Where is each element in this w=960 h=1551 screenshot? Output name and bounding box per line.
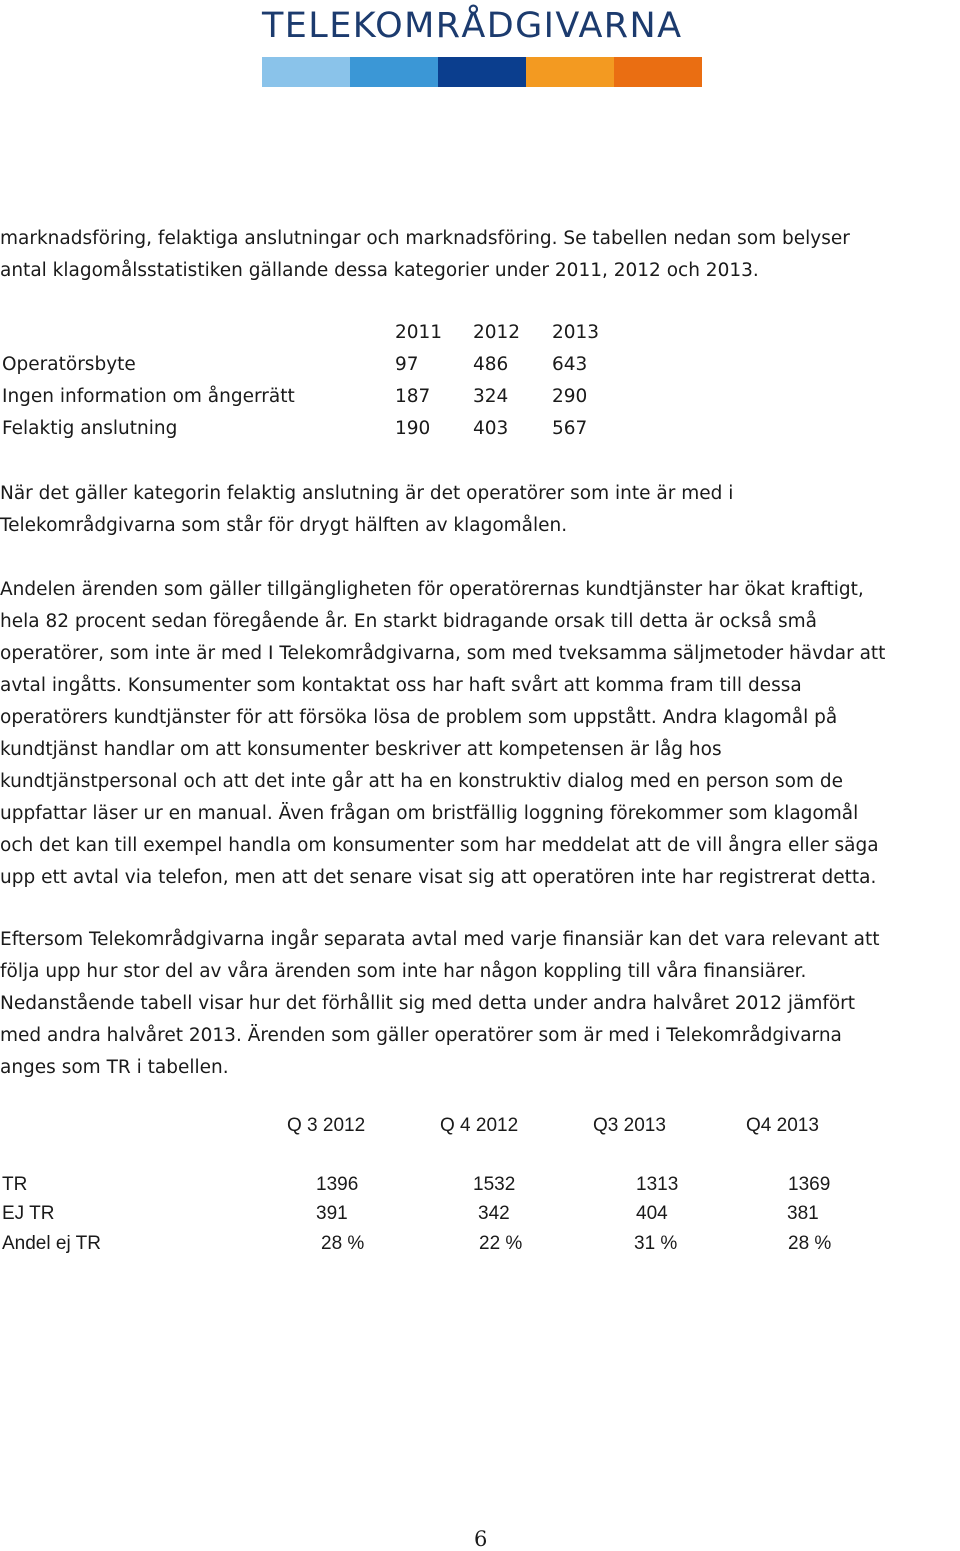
table-cell: 486 [473,354,509,375]
paragraph-line: med andra halvåret 2013. Ärenden som gäller operatörer som är med i Telekområdgivarna [0,1025,842,1046]
row-label: Operatörsbyte [2,354,136,375]
table-cell: 28 % [321,1233,365,1254]
paragraph-line: Eftersom Telekområdgivarna ingår separata avtal med varje finansiär kan det vara relevant att [0,929,880,950]
row-label: EJ TR [2,1203,55,1224]
table-cell: 97 [395,354,419,375]
table-cell: 187 [395,386,431,407]
table-cell: 403 [473,418,509,439]
paragraph-line: operatörer, som inte är med I Telekområdgivarna, som med tveksamma säljmetoder hävdar att [0,643,886,664]
paragraph-line: anges som TR i tabellen. [0,1057,229,1078]
paragraph-kundtjanst [0,574,885,894]
paragraph-anslutning [0,478,733,542]
table-cell: 324 [473,386,509,407]
table-cell: 1532 [473,1174,516,1195]
paragraph-line: marknadsföring, felaktiga anslutningar och marknadsföring. Se tabellen nedan som belyser [0,228,850,249]
row-label: TR [2,1174,28,1195]
table-cell: 381 [787,1203,819,1224]
paragraph-line: Telekområdgivarna som står för drygt hälften av klagomålen. [0,515,568,536]
quarter-header: Q4 2013 [746,1115,819,1136]
table-cell: 567 [552,418,588,439]
paragraph-line: uppfattar läser ur en manual. Även frågan om bristfällig loggning förekommer som klagomål [0,803,859,824]
table-cell: 1313 [636,1174,679,1195]
logo-bar-5 [614,57,702,87]
logo-bar-3 [438,57,526,87]
table-cell: 342 [478,1203,510,1224]
row-label: Ingen information om ångerrätt [2,386,295,407]
table-cell: 28 % [788,1233,832,1254]
paragraph-line: avtal ingåtts. Konsumenter som kontaktat oss har haft svårt att komma fram till dessa [0,675,802,696]
paragraph-line: operatörers kundtjänster för att försöka lösa de problem som uppstått. Andra klagomål på [0,707,838,728]
table-cell: 404 [636,1203,668,1224]
paragraph-line: Nedanstående tabell visar hur det förhållit sig med detta under andra halvåret 2012 jämfört [0,993,856,1014]
table-cell: 290 [552,386,588,407]
table-cell: 31 % [634,1233,678,1254]
paragraph-line: kundtjänst handlar om att konsumenter beskriver att kompetensen är låg hos [0,739,722,760]
table-cell: 22 % [479,1233,523,1254]
telekomradgivarna-logo [262,6,702,87]
year-header: 2011 [395,322,443,343]
quarter-header: Q3 2013 [593,1115,666,1136]
table-cell: 391 [316,1203,348,1224]
table-cell: 643 [552,354,588,375]
paragraph-line: Andelen ärenden som gäller tillgängligheten för operatörernas kundtjänster har ökat kraftigt, [0,579,864,600]
paragraph-line: följa upp hur stor del av våra ärenden som inte har någon koppling till våra finansiärer. [0,961,807,982]
paragraph-finansiarer [0,924,880,1084]
year-header: 2012 [473,322,521,343]
paragraph-line: När det gäller kategorin felaktig anslutning är det operatörer som inte är med i [0,483,734,504]
logo-bar-1 [262,57,350,87]
paragraph-intro [0,223,850,287]
logo-bar-4 [526,57,614,87]
logo-text: TELEKOMRÅDGIVARNA [262,6,683,46]
row-label: Felaktig anslutning [2,418,178,439]
paragraph-line: och det kan till exempel handla om konsumenter som har meddelat att de vill ångra eller säga [0,835,879,856]
paragraph-line: upp ett avtal via telefon, men att det senare visat sig att operatören inte har registrerat detta. [0,867,877,888]
page-number: 6 [474,1527,488,1551]
quarter-header: Q 3 2012 [287,1115,366,1136]
row-label: Andel ej TR [2,1233,101,1254]
paragraph-line: kundtjänstpersonal och att det inte går att ha en konstruktiv dialog med en person som de [0,771,843,792]
table-cell: 1396 [316,1174,359,1195]
table-cell: 190 [395,418,431,439]
paragraph-line: hela 82 procent sedan föregående år. En starkt bidragande orsak till detta är också små [0,611,818,632]
year-header: 2013 [552,322,600,343]
quarter-header: Q 4 2012 [440,1115,519,1136]
logo-color-bars [262,57,702,87]
logo-bar-2 [350,57,438,87]
table-cell: 1369 [788,1174,831,1195]
paragraph-line: antal klagomålsstatistiken gällande dessa kategorier under 2011, 2012 och 2013. [0,260,759,281]
